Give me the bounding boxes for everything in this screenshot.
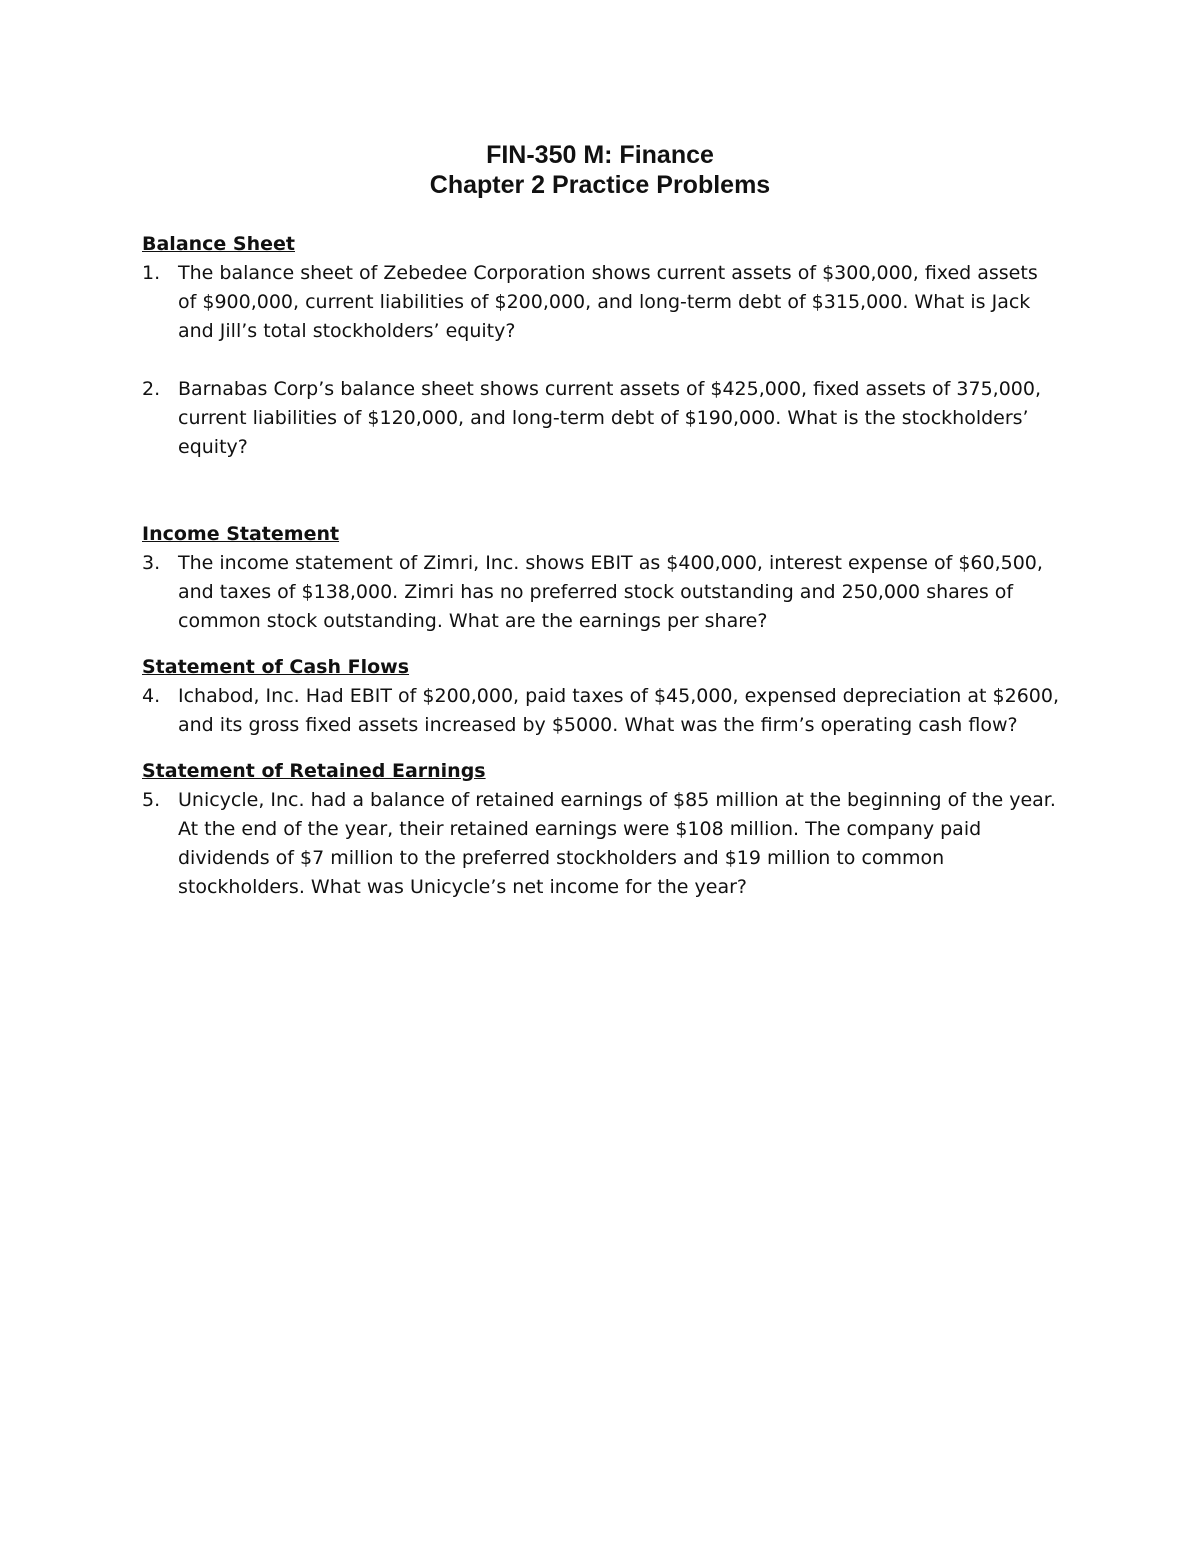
problem-item <box>142 259 1062 346</box>
problem-number: 4. <box>142 685 161 707</box>
problem-text: Unicycle, Inc. had a balance of retained earnings of $85 million at the beginning of the year. At the end of the year, their retained earnings were $108 million. The company paid dividends of $7 million to the preferred stockholders and $19 million to common stockholders. What was Unicycle’s net income for the year? <box>178 789 1056 898</box>
problem-number: 1. <box>142 262 161 284</box>
spacer <box>142 491 1062 520</box>
section-heading-retained-earnings: Statement of Retained Earnings <box>142 760 486 782</box>
course-title: FIN-350 M: Finance <box>486 141 714 169</box>
section-heading-cash-flows: Statement of Cash Flows <box>142 656 410 678</box>
spacer <box>142 346 1062 375</box>
section-heading-income-statement: Income Statement <box>142 523 340 545</box>
problem-number: 3. <box>142 552 161 574</box>
problem-text: Ichabod, Inc. Had EBIT of $200,000, paid taxes of $45,000, expensed depreciation at $2600, and its gross fixed assets increased by $5000. What was the firm’s operating cash flow? <box>178 685 1059 736</box>
section-heading-balance-sheet: Balance Sheet <box>142 233 295 255</box>
problem-text: The income statement of Zimri, Inc. shows EBIT as $400,000, interest expense of $60,500, and taxes of $138,000. Zimri has no preferred stock outstanding and 250,000 shares of common stock outstanding. What are the earnings per share? <box>178 552 1043 632</box>
document-body <box>142 230 1062 902</box>
problem-number: 2. <box>142 378 161 400</box>
spacer <box>142 462 1062 491</box>
spacer <box>142 636 1062 653</box>
spacer <box>142 740 1062 757</box>
problem-item <box>142 682 1062 740</box>
problem-number: 5. <box>142 789 161 811</box>
problem-item <box>142 549 1062 636</box>
document-title: Chapter 2 Practice Problems <box>429 171 771 199</box>
problem-item <box>142 786 1062 902</box>
problem-text: The balance sheet of Zebedee Corporation shows current assets of $300,000, fixed assets of $900,000, current liabilities of $200,000, and long-term debt of $315,000. What is Jack and Jill’s total stockholders’ equity? <box>178 262 1038 342</box>
title-block <box>0 140 1200 200</box>
problem-text: Barnabas Corp’s balance sheet shows current assets of $425,000, fixed assets of 375,000, current liabilities of $120,000, and long-term debt of $190,000. What is the stockholders’ equity? <box>178 378 1042 458</box>
problem-item <box>142 375 1062 462</box>
